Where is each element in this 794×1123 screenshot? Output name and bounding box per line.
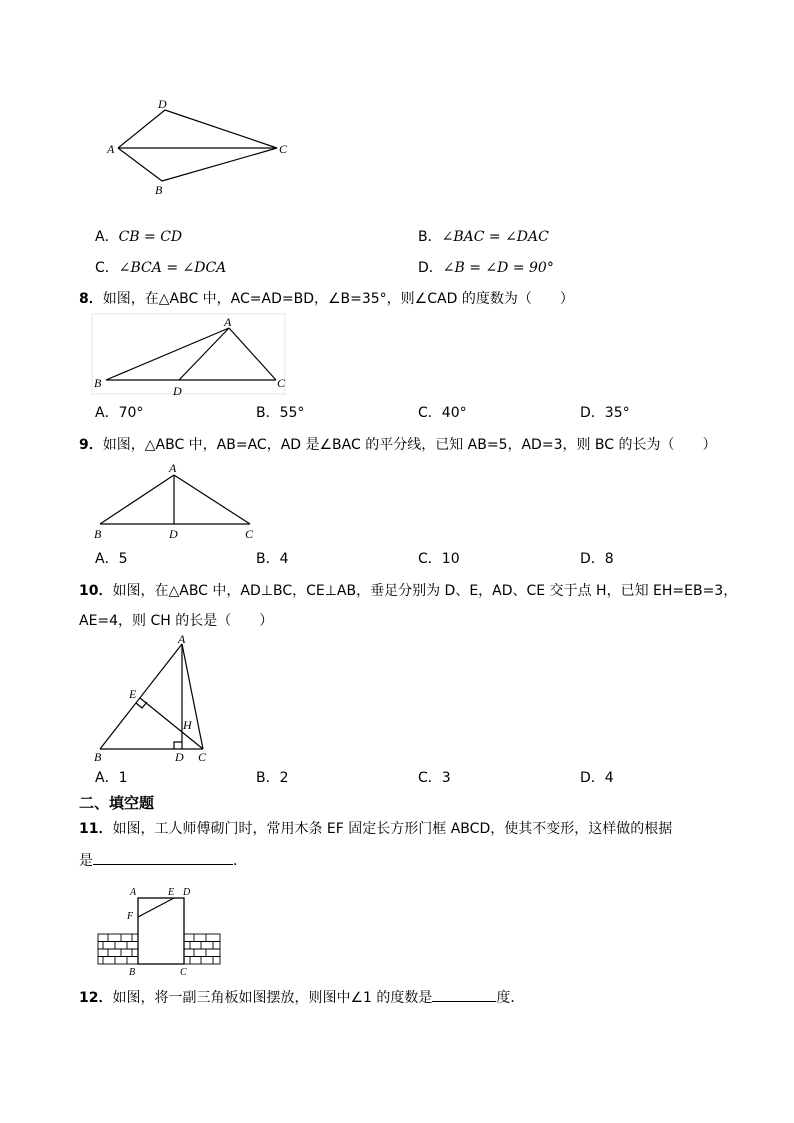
option-letter: D． — [418, 260, 443, 276]
q9-option-a[interactable] — [95, 550, 128, 568]
label-D: D — [175, 750, 184, 764]
q10-option-c[interactable] — [418, 769, 451, 787]
q11-answer-blank[interactable] — [93, 850, 233, 865]
option-letter: B． — [418, 229, 442, 245]
segment-AD — [179, 328, 229, 380]
q11-figure — [96, 884, 226, 979]
label-C: C — [198, 750, 207, 764]
brick-wall-right — [184, 934, 220, 964]
segment-AB — [100, 644, 182, 749]
option-text: 4 — [279, 551, 289, 567]
label-C: C — [279, 142, 288, 156]
segment-AC — [174, 475, 250, 524]
q9-option-d[interactable] — [580, 550, 614, 568]
q8-figure — [92, 314, 292, 399]
segment-AC — [229, 328, 276, 380]
q10-number: 10． — [79, 583, 113, 599]
option-text: ∠BCA = ∠DCA — [118, 260, 227, 276]
label-D: D — [158, 97, 167, 111]
q12-number: 12． — [79, 990, 113, 1006]
q7-option-b[interactable] — [418, 228, 549, 246]
q8-option-a[interactable] — [95, 404, 143, 422]
segment-BC — [162, 148, 277, 181]
option-text: ∠B = ∠D = 90° — [442, 260, 554, 276]
segment-AD — [118, 110, 165, 148]
option-text: 35° — [604, 405, 630, 421]
brick-wall-left — [98, 934, 138, 964]
label-C: C — [180, 967, 187, 978]
option-text: 8 — [604, 551, 614, 567]
option-letter: A． — [95, 770, 119, 786]
q9-text: 如图，△ABC 中，AB=AC，AD 是∠BAC 的平分线，已知 AB=5，AD=3，则 BC 的长为（ ） — [102, 437, 717, 453]
q12-answer-blank[interactable] — [432, 987, 496, 1002]
q8-option-c[interactable] — [418, 404, 467, 422]
label-D: D — [173, 384, 182, 398]
label-A: A — [107, 142, 115, 156]
option-letter: B． — [256, 405, 280, 421]
segment-EC — [140, 698, 203, 749]
q12-text-suffix: 度． — [496, 990, 525, 1006]
option-text: 70° — [118, 405, 144, 421]
door-frame-ABCD — [138, 898, 184, 964]
label-C: C — [245, 527, 254, 541]
label-E: E — [129, 687, 137, 701]
q9-number: 9． — [79, 437, 103, 453]
segment-DC — [165, 110, 277, 148]
label-A: A — [224, 315, 232, 329]
q9-stem — [79, 436, 717, 454]
q8-option-b[interactable] — [256, 404, 304, 422]
option-letter: D． — [580, 405, 605, 421]
q7-option-d[interactable] — [418, 259, 554, 277]
label-H: H — [183, 718, 192, 732]
section-title: 二、填空题 — [79, 794, 155, 812]
q9-figure — [92, 460, 272, 545]
option-letter: D． — [580, 551, 605, 567]
q10-text-line1: 如图，在△ABC 中，AD⊥BC，CE⊥AB，垂足分别为 D、E，AD、CE 交于点 H，已知 EH=EB=3， — [112, 583, 738, 599]
q10-option-d[interactable] — [580, 769, 614, 787]
q7-figure — [100, 95, 300, 195]
option-letter: C． — [418, 405, 442, 421]
label-B: B — [94, 527, 102, 541]
segment-AB — [118, 148, 162, 181]
label-A: A — [169, 461, 177, 475]
label-D: D — [183, 887, 191, 898]
q11-stem-line1 — [79, 820, 672, 838]
label-B: B — [129, 967, 136, 978]
q10-option-b[interactable] — [256, 769, 289, 787]
option-letter: C． — [95, 260, 119, 276]
q11-text-suffix: ． — [233, 853, 247, 869]
option-text: ∠BAC = ∠DAC — [441, 229, 549, 245]
q10-option-a[interactable] — [95, 769, 128, 787]
option-letter: B． — [256, 770, 280, 786]
option-text: 55° — [279, 405, 305, 421]
option-text: CB = CD — [118, 229, 183, 245]
q8-option-d[interactable] — [580, 404, 630, 422]
option-letter: D． — [580, 770, 605, 786]
label-B: B — [94, 750, 102, 764]
label-B: B — [94, 376, 102, 390]
q9-option-c[interactable] — [418, 550, 460, 568]
label-A: A — [130, 887, 137, 898]
segment-BA — [106, 328, 229, 380]
option-text: 10 — [441, 551, 460, 567]
q8-number: 8． — [79, 291, 103, 307]
q8-stem — [79, 290, 574, 308]
option-text: 3 — [441, 770, 451, 786]
label-D: D — [169, 527, 178, 541]
q11-stem-line2 — [79, 850, 247, 870]
q12-stem — [79, 987, 524, 1007]
q10-stem-line2 — [79, 612, 273, 630]
q11-number: 11． — [79, 821, 113, 837]
option-text: 5 — [118, 551, 128, 567]
label-A: A — [178, 632, 186, 646]
option-letter: C． — [418, 551, 442, 567]
figure-frame — [92, 314, 285, 394]
segment-AC — [182, 644, 203, 749]
q10-figure — [92, 632, 232, 766]
q12-text-prefix: 如图，将一副三角板如图摆放，则图中∠1 的度数是 — [112, 990, 433, 1006]
q9-option-b[interactable] — [256, 550, 289, 568]
segment-AB — [100, 475, 174, 524]
q11-text-prefix: 是 — [79, 853, 93, 869]
option-letter: A． — [95, 551, 119, 567]
right-angle-mark-D — [174, 742, 182, 749]
label-E: E — [168, 887, 175, 898]
option-text: 1 — [118, 770, 128, 786]
label-C: C — [277, 376, 286, 390]
option-letter: C． — [418, 770, 442, 786]
label-F: F — [127, 911, 134, 922]
option-letter: A． — [95, 405, 119, 421]
q7-option-a[interactable] — [95, 228, 182, 246]
q11-text-line1: 如图，工人师傅砌门时，常用木条 EF 固定长方形门框 ABCD，使其不变形，这样做的根据 — [112, 821, 673, 837]
option-text: 40° — [441, 405, 467, 421]
option-text: 2 — [279, 770, 289, 786]
q10-text-line2: AE=4，则 CH 的长是（ ） — [79, 613, 274, 629]
option-letter: A． — [95, 229, 119, 245]
label-B: B — [155, 183, 163, 197]
q10-stem-line1 — [79, 582, 737, 600]
option-letter: B． — [256, 551, 280, 567]
q7-option-c[interactable] — [95, 259, 226, 277]
option-text: 4 — [604, 770, 614, 786]
q8-text: 如图，在△ABC 中，AC=AD=BD，∠B=35°，则∠CAD 的度数为（ ） — [102, 291, 574, 307]
